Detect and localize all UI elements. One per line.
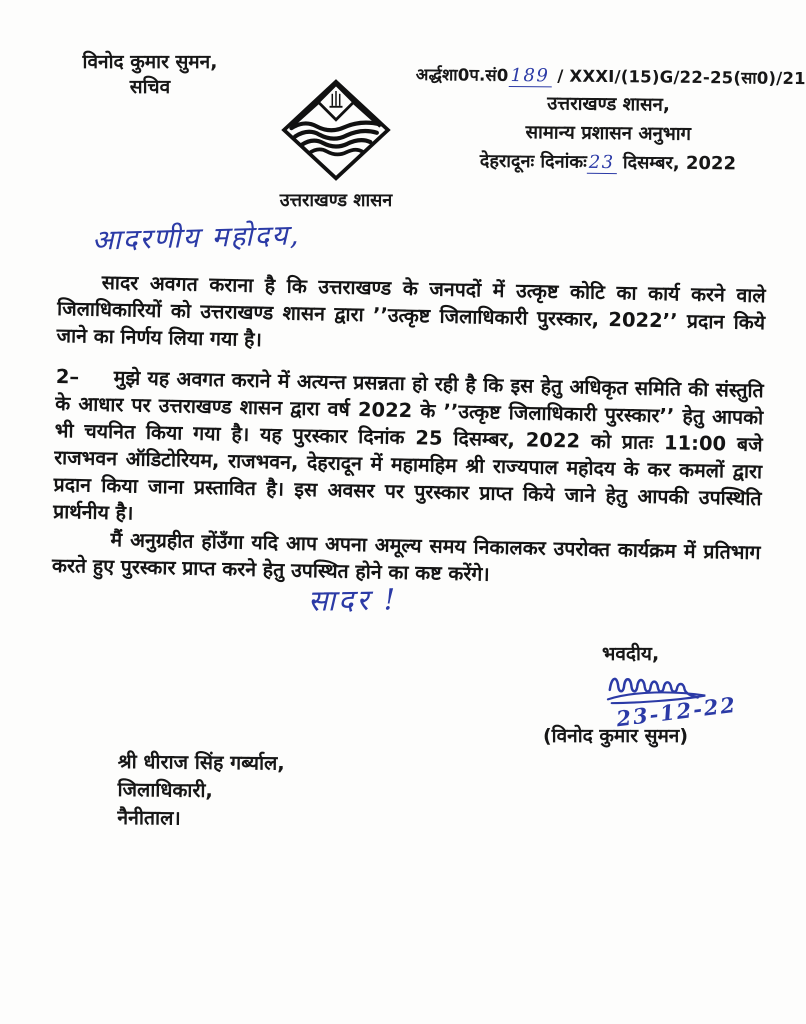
sender-name: विनोद कुमार सुमन, [82,51,218,73]
date-suffix: दिसम्बर, 2022 [616,152,737,175]
dept-line-2: सामान्य प्रशासन अनुभाग [525,122,692,145]
letter-body [52,268,766,593]
addressee-name: श्री धीराज सिंह गर्ब्याल, [117,749,285,775]
dept-line-1: उत्तराखण्ड शासन, [547,93,671,116]
addressee-city: नैनीताल। [117,805,181,830]
body-paragraph-1: सादर अवगत कराना है कि उत्तराखण्ड के जनपदों में उत्कृष्ट कोटि का कार्य करने वाले जिलाधिकारियों को उत्तराखण्ड शासन द्वारा ’’उत्कृष्ट जिलाधिकारी पुरस्कार, 2022’’ प्रदान किये जाने का निर्णय लिया गया है। [56,270,766,352]
paragraph-2-text: मुझे यह अवगत कराने में अत्यन्त प्रसन्नता हो रही है कि इस हेतु अधिकृत समिति की संस्तुति के आधार पर उत्तराखण्ड शासन द्वारा वर्ष 2022 के ’’उत्कृष्ट जिलाधिकारी पुरस्कार’’ हेतु आपको भी चयनित किया गया है। यह पुरस्कार दिनांक 25 दिसम्बर, 2022 को प्रातः 11:00 बजे राजभवन ऑडिटोरियम, राजभवन, देहरादून में महामहिम श्री राज्यपाल महोदय के कर कमलों द्वारा प्रदान किया जाना प्रस्तावित है। इस अवसर पर पुरस्कार प्राप्त किये जाने हेतु आपकी उपस्थिति प्रार्थनीय है। [52,366,764,525]
addressee-block [117,748,285,834]
date-line [415,148,801,176]
body-paragraph-3: मैं अनुग्रहीत होंउँगा यदि आप अपना अमूल्य समय निकालकर उपरोक्त कार्यक्रम में प्रतिभाग करते हुए पुरस्कार प्राप्त करने हेतु उपस्थित होने का कष्ट करेंगे। [51,528,761,586]
sender-title: सचिव [129,76,171,98]
uttarakhand-state-emblem-icon [270,78,402,182]
reference-line [415,62,806,89]
valediction: भवदीय, [602,643,660,665]
body-paragraph-2 [53,363,764,539]
closing-handwritten: सादर ! [307,582,399,618]
signature-date-handwritten: 23-12-22 [614,691,739,732]
emblem-caption: उत्तराखण्ड शासन [279,190,393,211]
salutation-handwritten: आदरणीय महोदय, [91,218,301,257]
addressee-title: जिलाधिकारी, [117,777,213,802]
ref-prefix: अर्द्धशा0प.सं0 [415,64,509,85]
sender-block [60,50,240,100]
date-prefix: देहरादूनः दिनांकः [479,150,587,173]
ref-suffix: / XXXI/(15)G/22-25(सा0)/21 [551,66,806,89]
paragraph-2-number: 2– [55,364,80,389]
reference-block [415,62,806,176]
signatory-name: (विनोद कुमार सुमन) [543,725,689,747]
emblem-block [270,78,402,212]
date-day-handwritten: 23 [587,152,617,174]
ref-number-handwritten: 189 [508,65,551,87]
